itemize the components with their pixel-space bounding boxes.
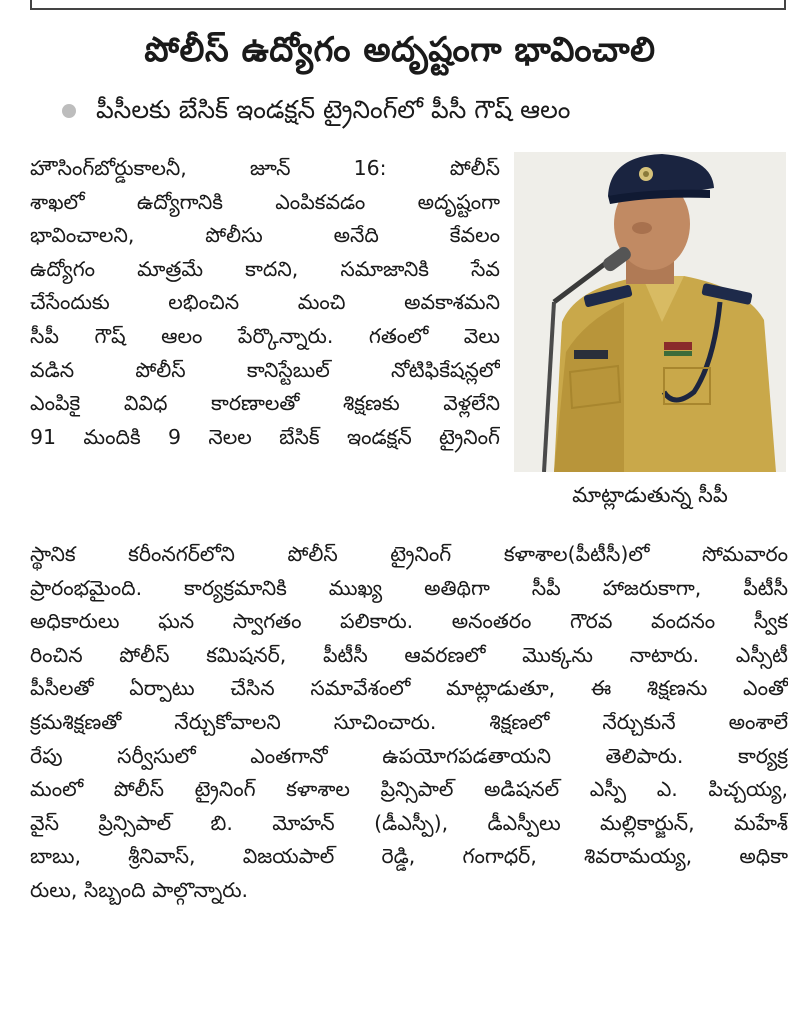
- body-line: రేపు సర్వీసులో ఎంతగానో ఉపయోగపడతాయని తెలిపారు. కార్యక్ర: [30, 743, 788, 768]
- body-line: క్రమశిక్షణతో నేర్చుకోవాలని సూచించారు. శిక్షణలో నేర్చుకునే అంశాలే: [30, 709, 788, 734]
- body-line: సీపీ గౌష్ ఆలం పేర్కొన్నారు. గతంలో వెలు: [30, 323, 500, 348]
- body-line: అధికారులు ఘన స్వాగతం పలికారు. అనంతరం గౌరవ వందనం స్వీక: [30, 609, 788, 634]
- body-line: ఉద్యోగం మాత్రమే కాదని, సమాజానికి సేవ: [30, 256, 500, 281]
- article-body-column-narrow: [30, 152, 500, 454]
- photo-caption: మాట్లాడుతున్న సీపీ: [572, 483, 728, 507]
- article-headline: పోలీస్ ఉద్యోగం అదృష్టంగా భావించాలి: [144, 30, 656, 70]
- body-line: చేసేందుకు లభించిన మంచి అవకాశమని: [30, 290, 500, 315]
- body-line: వడిన పోలీస్ కానిస్టేబుల్ నోటిఫికేషన్లలో: [30, 357, 500, 382]
- body-line-last: రులు, సిబ్బంది పాల్గొన్నారు.: [30, 877, 249, 902]
- body-line: ప్రారంభమైంది. కార్యక్రమానికి ముఖ్య అతిథిగా సీపీ హాజరుకాగా, పీటీసీ: [30, 575, 788, 600]
- bullet-dot-icon: [62, 104, 76, 118]
- article-body-column-wide: [30, 538, 788, 908]
- body-line: పీసీలతో ఏర్పాటు చేసిన సమావేశంలో మాట్లాడుతూ, ఈ శిక్షణను ఎంతో: [30, 676, 788, 701]
- police-officer-speaking-photo-icon: [514, 152, 786, 472]
- body-line: వైస్ ప్రిన్సిపాల్ బి. మోహన్ (డీఎస్పీ), డీఎస్పీలు మల్లికార్జున్, మహేశ్: [30, 810, 788, 835]
- photo-block: [514, 152, 786, 518]
- article-subheadline: పీసీలకు బేసిక్ ఇండక్షన్ ట్రైనింగ్‌లో పీసీ గౌష్ ఆలం: [96, 95, 571, 124]
- body-line: రించిన పోలీస్ కమిషనర్, పీటీసీ ఆవరణలో మొక్కను నాటారు. ఎస్సీటీ: [30, 642, 788, 667]
- body-line: స్థానిక కరీంనగర్‌లోని పోలీస్ ట్రైనింగ్ కళాశాల(పీటీసీ)లో సోమవారం: [30, 542, 788, 566]
- body-line: మంలో పోలీస్ ట్రైనింగ్ కళాశాల ప్రిన్సిపాల్ అడిషనల్ ఎస్పీ ఎ. పిచ్చయ్య,: [30, 777, 788, 802]
- body-line: బాబు, శ్రీనివాస్, విజయపాల్ రెడ్డి, గంగాధర్, శివరామయ్య, అధికా: [30, 844, 788, 869]
- body-line: హౌసింగ్‌బోర్డుకాలనీ, జూన్ 16: పోలీస్: [30, 156, 500, 180]
- body-line: ఎంపికై వివిధ కారణాలతో శిక్షణకు వెళ్లలేని: [30, 391, 500, 416]
- body-line: భావించాలని, పోలీసు అనేది కేవలం: [30, 223, 500, 248]
- body-line: శాఖలో ఉద్యోగానికి ఎంపికవడం అదృష్టంగా: [30, 189, 500, 214]
- top-border-rule: [30, 0, 786, 10]
- body-line: 91 మందికి 9 నెలల బేసిక్ ఇండక్షన్ ట్రైనింగ్: [30, 424, 500, 449]
